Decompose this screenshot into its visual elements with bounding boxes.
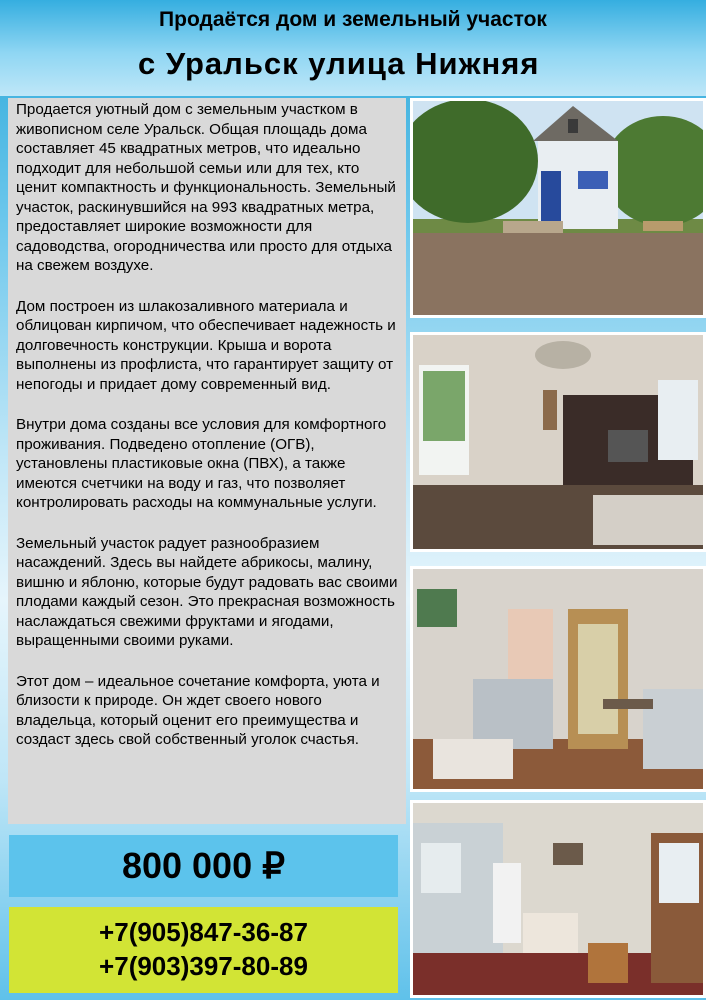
phone-number-2[interactable]: +7(903)397-80-89 (99, 951, 308, 981)
bedroom-photo (410, 566, 706, 792)
phones-panel (9, 907, 398, 993)
price-banner: 800 000 ₽ (9, 835, 398, 897)
description-panel (8, 98, 406, 824)
header-banner (0, 0, 706, 96)
page-subtitle: с Уральск улица Нижняя (138, 46, 540, 81)
kitchen-photo (410, 800, 706, 998)
description-paragraph: Этот дом – идеальное сочетание комфорта, уюта и близости к природе. Он ждет своего нового владельца, который оценит его преимущества и создаст здесь свой собственный уголок счастья. (16, 672, 380, 748)
description-paragraph: Земельный участок радует разнообразием насаждений. Здесь вы найдете абрикосы, малину, вишню и яблоню, которые будут радовать вас своими плодами каждый сезон. Это прекрасная возможность наслаждаться свежими фруктами и ягодами, выращенными своими руками. (16, 534, 398, 649)
page-title: Продаётся дом и земельный участок (159, 8, 547, 31)
description-paragraph: Продается уютный дом с земельным участком в живописном селе Уральск. Общая площадь дома составляет 45 квадратных метров, что идеально подходит для небольшой семьи или для тех, кто ценит компактность и функциональность. Земельный участок, раскинувшийся на 993 квадратных метра, предоставляет широкие возможности для садоводства, огородничества или просто для отдыха на свежем воздухе. (16, 101, 396, 274)
description-paragraph: Дом построен из шлакозаливного материала и облицован кирпичом, что обеспечивает надежность и долговечность конструкции. Крыша и ворота выполнены из профлиста, что гарантирует защиту от непогоды и придает дому современный вид. (16, 297, 396, 393)
living-room-photo (410, 332, 706, 552)
phone-number-1[interactable]: +7(905)847-36-87 (99, 917, 308, 947)
house-exterior-photo (410, 98, 706, 318)
description-paragraph: Внутри дома созданы все условия для комфортного проживания. Подведено отопление (ОГВ), установлены пластиковые окна (ПВХ), а также имеются счетчики на воду и газ, что позволяет контролировать расходы на коммунальные услуги. (16, 416, 387, 511)
